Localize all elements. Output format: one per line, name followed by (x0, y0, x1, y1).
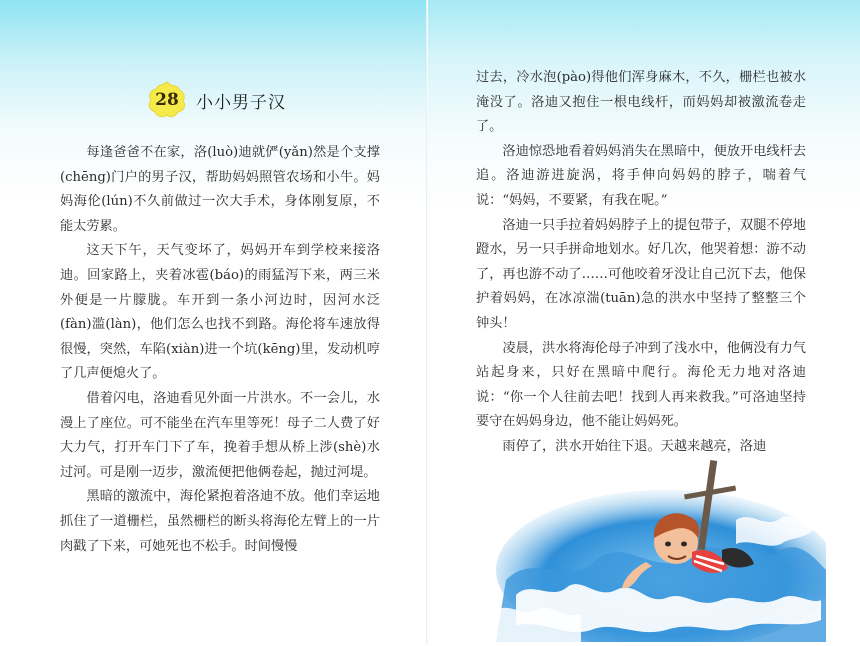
left-page-text (60, 141, 380, 559)
paragraph: 过去，冷水泡(pào)得他们浑身麻木，不久，栅栏也被水淹没了。洛迪又抱住一根电线杆，而妈妈却被激流卷走了。 (476, 70, 806, 135)
story-title: 小小男子汉 (196, 92, 286, 113)
story-number: 28 (155, 90, 179, 110)
paragraph: 洛迪一只手拉着妈妈脖子上的提包带子，双腿不停地蹬水，另一只手拼命地划水。好几次，他哭着想：游不动了，再也游不动了……可他咬着牙没让自己沉下去，他保护着妈妈，在冰凉湍(tuān)急的洪水中坚持了整整三个钟头！ (476, 217, 806, 331)
paragraph: 雨停了，洪水开始往下退。天越来越亮，洛迪 (502, 438, 767, 454)
paragraph: 这天下午，天气变坏了，妈妈开车到学校来接洛迪。回家路上，夹着冰雹(báo)的雨猛泻下来，两三米外便是一片朦胧。车开到一条小河边时，因河水泛(fàn)滥(làn)，他们怎么也找不到路。海伦将车速放得很慢，突然，车陷(xiàn)进一个坑(kēng)里，发动机哼了几声便熄火了。 (60, 243, 380, 382)
paragraph: 凌晨，洪水将海伦母子冲到了浅水中，他俩没有力气站起身来，只好在黑暗中爬行。海伦无力地对洛迪说：“你一个人往前去吧！找到人再来救我。”可洛迪坚持要守在妈妈身边，他不能让妈妈死。 (476, 340, 806, 430)
paragraph: 黑暗的激流中，海伦紧抱着洛迪不放。他们幸运地抓住了一道栅栏，虽然栅栏的断头将海伦左臂上的一片肉戳了下来，可她死也不松手。时间慢慢 (60, 489, 380, 554)
paragraph: 洛迪惊恐地看着妈妈消失在黑暗中，便放开电线杆去追。洛迪游进旋涡，将手伸向妈妈的脖子，喘着气说：“妈妈，不要紧，有我在呢。” (476, 143, 806, 208)
boy-swimming-in-flood-icon (496, 460, 826, 642)
story-heading (146, 80, 286, 120)
paragraph: 借着闪电，洛迪看见外面一片洪水。不一会儿，水漫上了座位。可不能坐在汽车里等死！母子二人费了好大力气，打开车门下了车，挽着手想从桥上涉(shè)水过河。可是刚一迈步，激流便把他俩卷起，抛过河堤。 (60, 390, 380, 480)
right-page-text (476, 66, 806, 460)
left-page (0, 0, 428, 645)
paragraph: 每逢爸爸不在家，洛(luò)迪就俨(yǎn)然是个支撑(chēng)门户的男子汉，帮助妈妈照管农场和小牛。妈妈海伦(lún)不久前做过一次大手术，身体刚复原，不能太劳累。 (60, 145, 380, 234)
flood-illustration (496, 460, 826, 642)
right-page (428, 0, 860, 645)
story-number-badge (146, 80, 188, 120)
